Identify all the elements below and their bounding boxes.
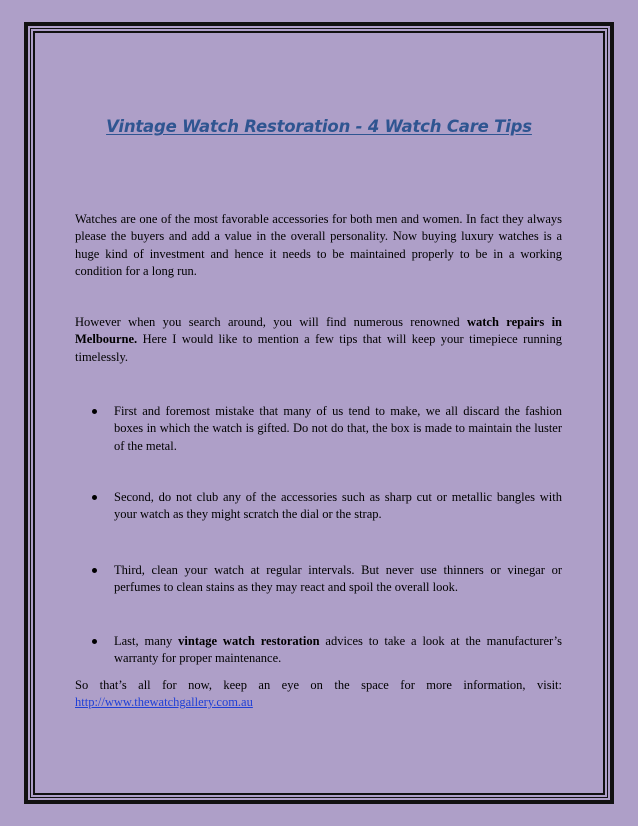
tip-text: Second, do not club any of the accessories such as sharp cut or metallic bangles with your watch as they might scratch the dial or the strap.: [114, 490, 562, 522]
tip-text: [114, 633, 562, 668]
website-link[interactable]: http://www.thewatchgallery.com.au: [75, 695, 253, 710]
tip-text-end: advices to take a look at the manufacturer’s warranty for proper maintenance.: [114, 634, 563, 666]
intro-paragraph: Watches are one of the most favorable accessories for both men and women. In fact they always please the buyers and add a value in the overall personality. Now buying luxury watches is a huge kind of investment and hence it needs to be maintained properly to be in a working condition for a long run.: [75, 212, 562, 278]
bullet-icon: [92, 639, 97, 644]
closing-text: So that’s all for now, keep an eye on the space for more information, visit:: [75, 678, 562, 692]
tip-text: First and foremost mistake that many of us tend to make, we all discard the fashion boxes in which the watch is gifted. Do not do that, the box is made to maintain the luster of the metal.: [114, 404, 562, 453]
restoration-keyword: vintage watch restoration: [178, 634, 320, 648]
bullet-icon: [92, 568, 97, 573]
tip-text: Third, clean your watch at regular intervals. But never use thinners or vinegar or perfumes to clean stains as they may react and spoil the overall look.: [114, 563, 562, 595]
repairs-paragraph-text-end: Here I would like to mention a few tips that will keep your timepiece running timelessly.: [75, 332, 562, 364]
list-item: [92, 633, 562, 668]
bullet-icon: [92, 495, 97, 500]
list-item: [92, 562, 562, 597]
repairs-keyword: watch repairs in Melbourne.: [75, 315, 563, 347]
repairs-paragraph: [75, 314, 562, 366]
repairs-paragraph-text: However when you search around, you will find numerous renowned: [75, 315, 467, 329]
tip-text-start: Last, many: [114, 634, 179, 648]
list-item: [92, 403, 562, 455]
document-title: Vintage Watch Restoration - 4 Watch Care Tips: [106, 117, 532, 136]
bullet-icon: [92, 409, 97, 414]
closing-paragraph: [75, 677, 562, 712]
list-item: [92, 489, 562, 524]
